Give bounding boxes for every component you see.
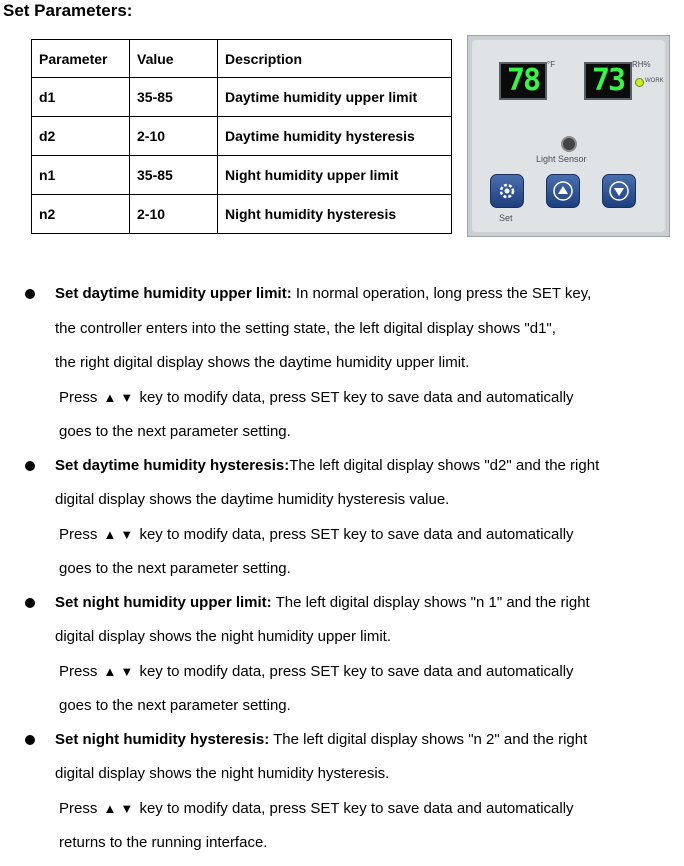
bullet-icon bbox=[25, 289, 35, 299]
section-text: In normal operation, long press the SET key, bbox=[291, 285, 592, 302]
cell-value: 35-85 bbox=[130, 78, 218, 117]
header-description: Description bbox=[218, 40, 452, 78]
section-heading: Set daytime humidity upper limit: bbox=[55, 285, 292, 302]
cell-description: Daytime humidity upper limit bbox=[218, 78, 452, 117]
cell-description: Night humidity hysteresis bbox=[218, 195, 452, 234]
press-label: Press bbox=[59, 800, 98, 817]
section-line: goes to the next parameter setting. bbox=[59, 697, 291, 714]
work-label: WORK bbox=[645, 78, 664, 84]
up-triangle-icon: ▲ bbox=[103, 801, 117, 816]
table-header-row bbox=[32, 40, 452, 78]
down-arrow-icon bbox=[608, 180, 630, 202]
set-key bbox=[490, 174, 524, 208]
press-label: Press bbox=[59, 526, 98, 543]
table-row bbox=[32, 117, 452, 156]
section-text: The left digital display shows "n 2" and the right bbox=[269, 731, 588, 748]
press-line bbox=[59, 526, 574, 543]
section-line bbox=[55, 285, 591, 302]
section-line: goes to the next parameter setting. bbox=[59, 560, 291, 577]
up-triangle-icon: ▲ bbox=[103, 527, 117, 542]
section-line: goes to the next parameter setting. bbox=[59, 423, 291, 440]
down-triangle-icon: ▼ bbox=[120, 527, 134, 542]
cell-value: 2-10 bbox=[130, 195, 218, 234]
table-row bbox=[32, 195, 452, 234]
press-line bbox=[59, 663, 574, 680]
down-triangle-icon: ▼ bbox=[120, 801, 134, 816]
work-led-icon bbox=[635, 78, 644, 87]
section-line bbox=[55, 731, 587, 748]
right-digital-display: 73 bbox=[584, 62, 632, 100]
press-text: key to modify data, press SET key to save data and automatically bbox=[139, 526, 574, 543]
press-label: Press bbox=[59, 663, 98, 680]
cell-parameter: n2 bbox=[32, 195, 130, 234]
parameter-table bbox=[31, 39, 452, 234]
cell-description: Night humidity upper limit bbox=[218, 156, 452, 195]
cell-parameter: d1 bbox=[32, 78, 130, 117]
bullet-icon bbox=[25, 735, 35, 745]
cell-parameter: d2 bbox=[32, 117, 130, 156]
cell-value: 2-10 bbox=[130, 117, 218, 156]
section-text: The left digital display shows "d2" and the right bbox=[289, 457, 600, 474]
up-triangle-icon: ▲ bbox=[103, 664, 117, 679]
controller-panel-photo bbox=[467, 35, 670, 237]
set-key-label: Set bbox=[499, 213, 513, 223]
section-line bbox=[55, 594, 590, 611]
section-line bbox=[55, 457, 599, 474]
section-line: returns to the running interface. bbox=[59, 834, 268, 851]
press-line bbox=[59, 389, 574, 406]
bullet-icon bbox=[25, 598, 35, 608]
down-key bbox=[602, 174, 636, 208]
fahrenheit-unit-label: °F bbox=[547, 60, 556, 69]
up-triangle-icon: ▲ bbox=[103, 390, 117, 405]
bullet-icon bbox=[25, 461, 35, 471]
cell-description: Daytime humidity hysteresis bbox=[218, 117, 452, 156]
header-parameter: Parameter bbox=[32, 40, 130, 78]
header-value: Value bbox=[130, 40, 218, 78]
table-row bbox=[32, 156, 452, 195]
section-heading: Set night humidity hysteresis: bbox=[55, 731, 270, 748]
light-sensor-icon bbox=[561, 136, 577, 152]
page-title: Set Parameters: bbox=[3, 1, 133, 20]
section-heading: Set daytime humidity hysteresis: bbox=[55, 457, 290, 474]
section-line: digital display shows the daytime humidity hysteresis value. bbox=[55, 491, 450, 508]
left-digital-display: 78 bbox=[499, 62, 547, 100]
table-row bbox=[32, 78, 452, 117]
cell-value: 35-85 bbox=[130, 156, 218, 195]
press-text: key to modify data, press SET key to save data and automatically bbox=[139, 389, 574, 406]
gear-icon bbox=[497, 181, 517, 201]
section-line: the controller enters into the setting state, the left digital display shows "d1", bbox=[55, 320, 556, 337]
cell-parameter: n1 bbox=[32, 156, 130, 195]
press-text: key to modify data, press SET key to save data and automatically bbox=[139, 800, 574, 817]
rh-unit-label: RH% bbox=[632, 60, 651, 69]
light-sensor-label: Light Sensor bbox=[536, 154, 587, 164]
section-line: digital display shows the night humidity upper limit. bbox=[55, 628, 391, 645]
section-line: digital display shows the night humidity hysteresis. bbox=[55, 765, 390, 782]
down-triangle-icon: ▼ bbox=[120, 390, 134, 405]
up-key bbox=[546, 174, 580, 208]
press-line bbox=[59, 800, 574, 817]
section-heading: Set night humidity upper limit: bbox=[55, 594, 272, 611]
section-text: The left digital display shows "n 1" and the right bbox=[271, 594, 590, 611]
up-arrow-icon bbox=[552, 180, 574, 202]
down-triangle-icon: ▼ bbox=[120, 664, 134, 679]
press-label: Press bbox=[59, 389, 98, 406]
press-text: key to modify data, press SET key to save data and automatically bbox=[139, 663, 574, 680]
section-line: the right digital display shows the daytime humidity upper limit. bbox=[55, 354, 470, 371]
